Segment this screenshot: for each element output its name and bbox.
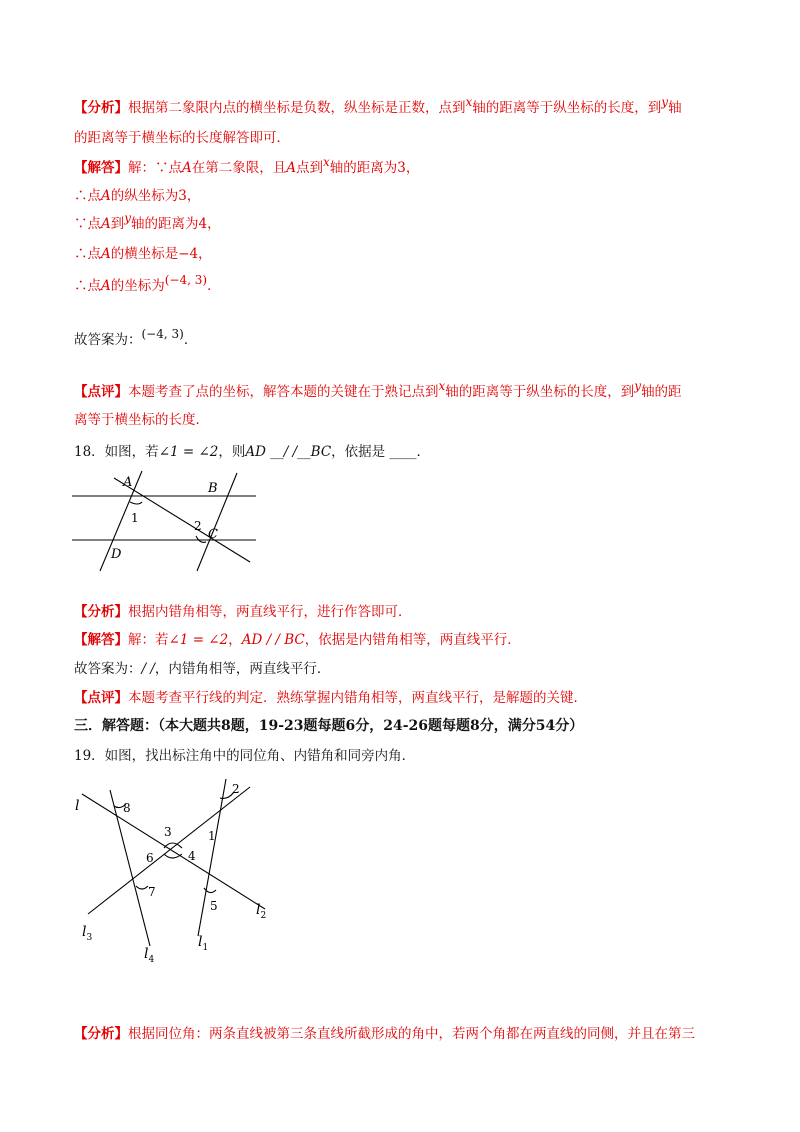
q19-line-l2	[82, 794, 265, 909]
q18-label-2: 2	[194, 519, 202, 533]
q18-label-d: D	[111, 547, 122, 562]
q18-comment: 【点评】本题考查平行线的判定．熟练掌握内错角相等，两直线平行，是解题的关键．	[74, 690, 587, 706]
q19-label-3: 3	[164, 825, 172, 839]
q19-label-l: l	[75, 798, 80, 814]
q19-label-8: 8	[123, 801, 131, 815]
q19-label-l2: $l_2$	[256, 902, 267, 921]
q17-comment-line2: 离等于横坐标的长度．	[74, 412, 209, 428]
q18-label-1: 1	[131, 511, 139, 525]
q17-analysis-line1: 【分析】根据第二象限内点的横坐标是负数，纵坐标是正数，点到x轴的距离等于纵坐标的长度，到y轴	[74, 95, 682, 116]
q17-solution-line3: ∵点A到y轴的距离为4，	[74, 211, 221, 232]
q17-analysis-line2: 的距离等于横坐标的长度解答即可．	[74, 130, 290, 146]
q17-solution-line4: ∴点A的横坐标是−4，	[74, 246, 212, 262]
q19-four-lines-figure	[70, 776, 280, 966]
q19-label-6: 6	[146, 851, 154, 865]
q18-angle1-arc	[130, 502, 142, 504]
q18-label-b: B	[208, 481, 218, 496]
q17-solution-line5: ∴点A的坐标为(−4, 3)．	[74, 273, 221, 294]
q19-label-7: 7	[148, 885, 156, 899]
q17-solution-line1: 【解答】解：∵点A在第二象限，且A点到x轴的距离为3，	[74, 155, 420, 176]
q19-angle7-arc	[136, 886, 148, 889]
q19-line-l3	[88, 787, 250, 914]
q19-label-l4: $l_4$	[144, 946, 155, 965]
q18-analysis: 【分析】根据内错角相等，两直线平行，进行作答即可．	[74, 604, 412, 620]
q18-parallel-lines-figure	[60, 468, 270, 580]
q18-angle2-arc	[196, 536, 206, 542]
q19-label-5: 5	[210, 899, 218, 913]
q17-solution-line2: ∴点A的纵坐标为3，	[74, 188, 201, 204]
section3-heading: 三．解答题：（本大题共8题，19-23题每题6分，24-26题每题8分，满分54分）	[74, 718, 584, 734]
q18-answer: 故答案为：/ /，内错角相等，两直线平行．	[74, 661, 331, 677]
q19-label-l1: $l_1$	[198, 934, 209, 953]
q17-comment-line1: 【点评】本题考查了点的坐标，解答本题的关键在于熟记点到x轴的距离等于纵坐标的长度，到y轴的距	[74, 379, 682, 400]
q19-label-l3: $l_3$	[82, 924, 93, 943]
q19-stem: 19．如图，找出标注角中的同位角、内错角和同旁内角．	[74, 748, 416, 764]
q18-label-c: C	[208, 527, 218, 542]
q17-answer: 故答案为：(−4, 3)．	[74, 327, 198, 348]
q19-label-1: 1	[208, 829, 216, 843]
q19-analysis: 【分析】根据同位角：两条直线被第三条直线所截形成的角中，若两个角都在两直线的同侧，并且在第三	[74, 1026, 695, 1042]
q18-label-a: A	[123, 475, 133, 490]
q19-label-2: 2	[232, 782, 240, 796]
q19-label-4: 4	[188, 849, 196, 863]
q18-solution: 【解答】解：若∠1 = ∠2，AD / / BC，依据是内错角相等，两直线平行．	[74, 632, 521, 648]
q18-stem: 18．如图，若∠1 = ∠2，则AD __/ /__BC，依据是 ____．	[74, 444, 430, 460]
